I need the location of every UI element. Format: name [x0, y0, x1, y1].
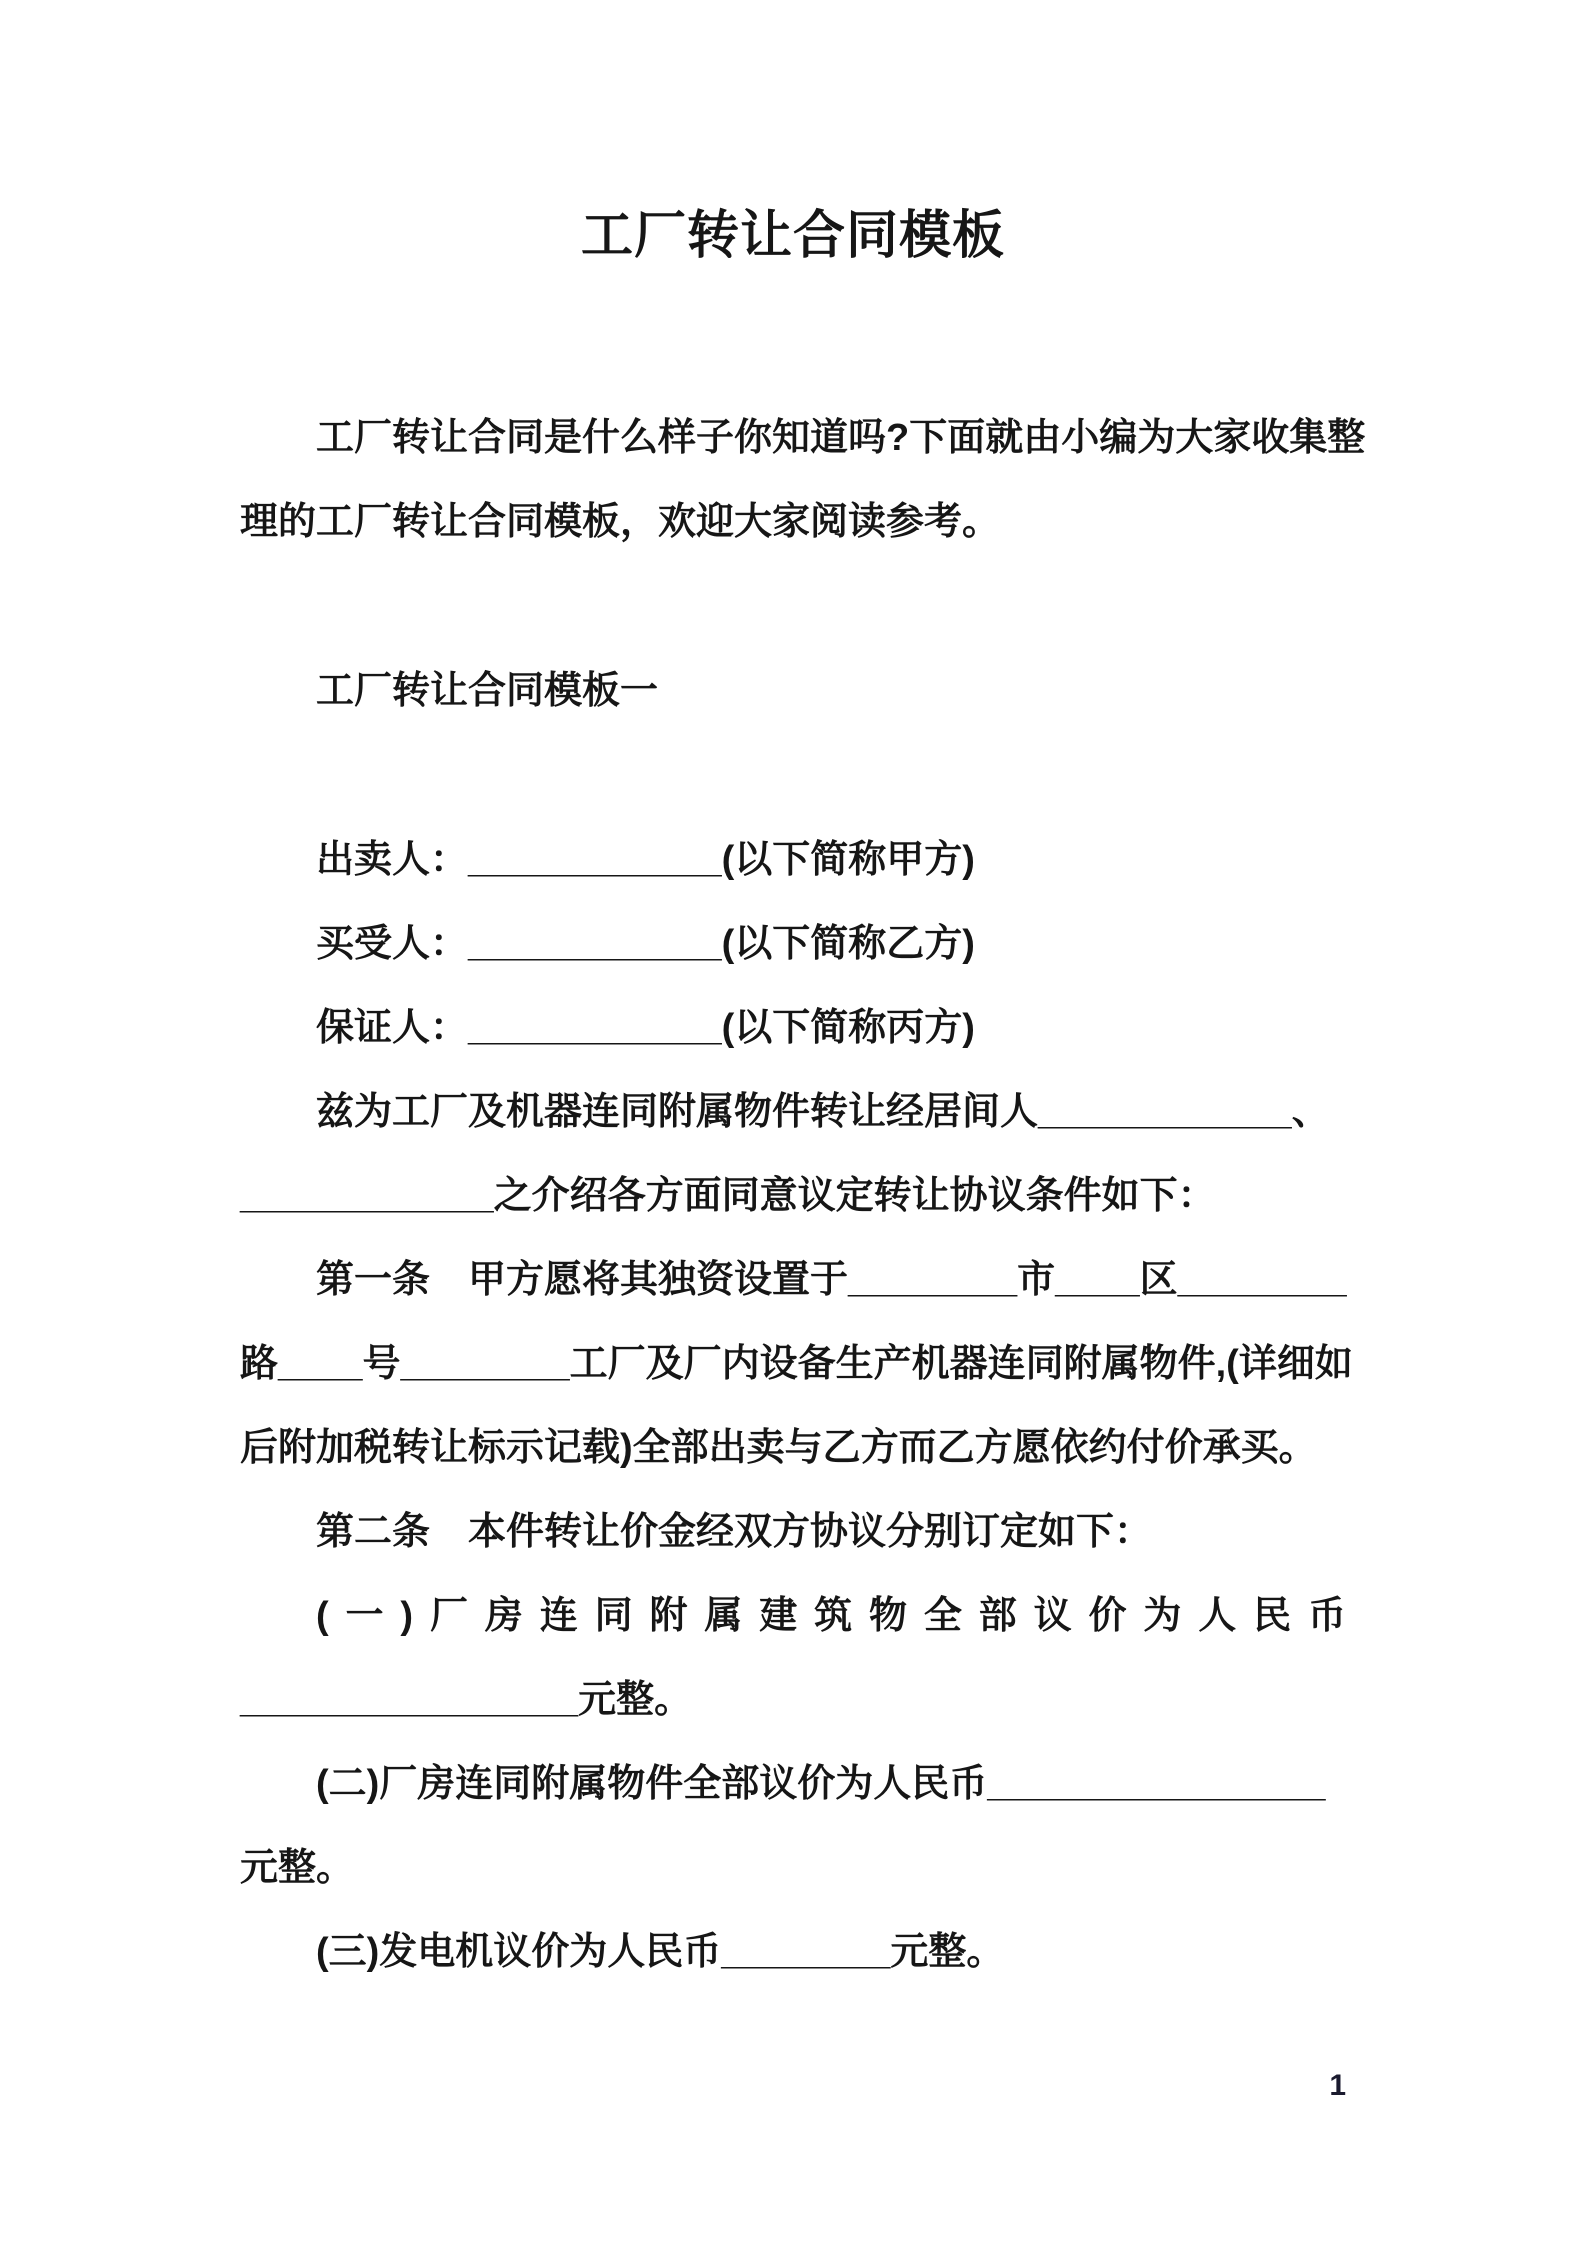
intro-line-1: 工厂转让合同是什么样子你知道吗?下面就由小编为大家收集整 [316, 417, 1366, 459]
article2-heading: 第二条 本件转让价金经双方协议分别订定如下： [316, 1511, 1153, 1553]
party-buyer-line: 买受人：____________(以下简称乙方) [316, 923, 975, 965]
preamble-line-1: 兹为工厂及机器连同附属物件转让经居间人____________、 [316, 1091, 1330, 1133]
preamble-line-2: ____________之介绍各方面同意议定转让协议条件如下： [240, 1175, 1216, 1217]
party-seller-line: 出卖人：____________(以下简称甲方) [316, 839, 975, 881]
intro-line-2: 理的工厂转让合同模板，欢迎大家阅读参考。 [240, 501, 1001, 543]
section-heading: 工厂转让合同模板一 [316, 670, 659, 712]
article1-line-3: 后附加税转让标示记载)全部出卖与乙方而乙方愿依约付价承买。 [240, 1427, 1317, 1469]
article1-line-1: 第一条 甲方愿将其独资设置于________市____区________ [316, 1259, 1347, 1301]
article2-item2-line-1: (二)厂房连同附属物件全部议价为人民币________________ [316, 1763, 1326, 1805]
article2-item1-line-2: ________________元整。 [240, 1679, 693, 1721]
document-title: 工厂转让合同模板 [580, 207, 1005, 265]
article2-item2-line-2: 元整。 [240, 1847, 355, 1889]
article1-line-2: 路____号________工厂及厂内设备生产机器连同附属物件,(详细如 [240, 1343, 1353, 1385]
document-body [240, 0, 1366, 1994]
article2-item1-line-1: (一)厂房连同附属建筑物全部议价为人民币 [316, 1595, 1346, 1637]
party-guarantor-line: 保证人：____________(以下简称丙方) [316, 1007, 975, 1049]
page-number: 1 [1329, 2069, 1346, 2102]
article2-item3-line: (三)发电机议价为人民币________元整。 [316, 1931, 1005, 1973]
